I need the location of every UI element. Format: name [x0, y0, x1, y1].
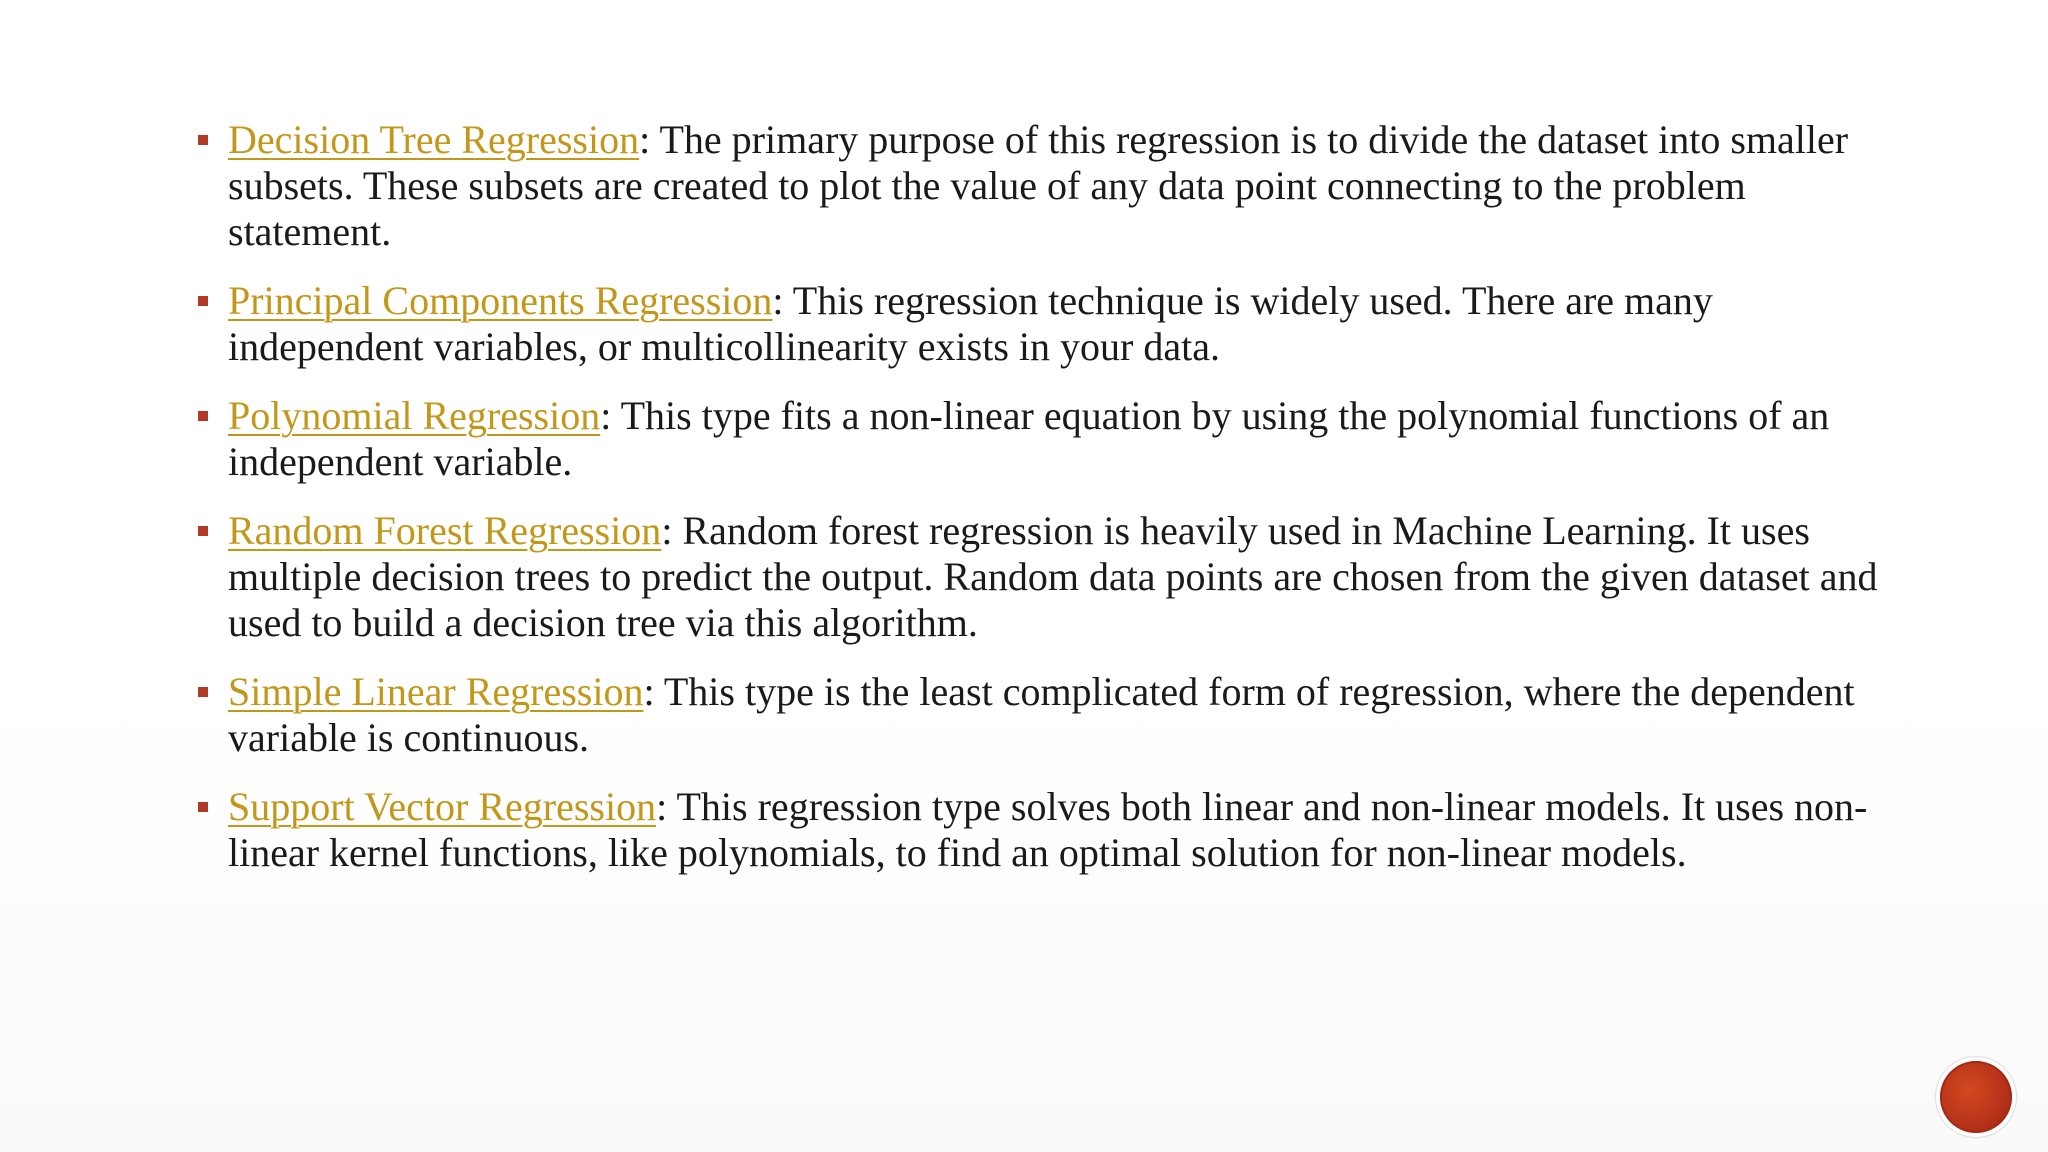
list-item-principal-components [196, 278, 1886, 370]
principal-components-description: : This regression technique is widely used. There are many independent variables, or multicollinearity exists in your data. [228, 278, 1713, 369]
square-bullet-icon [198, 526, 208, 536]
random-forest-regression-link[interactable]: Random Forest Regression [228, 508, 662, 553]
decision-tree-description: : The primary purpose of this regression is to divide the dataset into smaller subsets. These subsets are created to plot the value of any data point connecting to the problem statement. [228, 117, 1849, 254]
square-bullet-icon [198, 296, 208, 306]
random-forest-description: : Random forest regression is heavily used in Machine Learning. It uses multiple decision trees to predict the output. Random data points are chosen from the given dataset and used to build a decision tree via this algorithm. [228, 508, 1878, 645]
list-item-polynomial [196, 393, 1886, 485]
nav-button-fill [1940, 1061, 2012, 1133]
list-item-decision-tree [196, 117, 1886, 255]
square-bullet-icon [198, 687, 208, 697]
support-vector-description: : This regression type solves both linear and non-linear models. It uses non-linear kernel functions, like polynomials, to find an optimal solution for non-linear models. [228, 784, 1868, 875]
principal-components-regression-link[interactable]: Principal Components Regression [228, 278, 773, 323]
simple-linear-regression-link[interactable]: Simple Linear Regression [228, 669, 644, 714]
list-item-simple-linear [196, 669, 1886, 761]
decision-tree-regression-link[interactable]: Decision Tree Regression [228, 117, 640, 162]
list-item-support-vector [196, 784, 1886, 876]
square-bullet-icon [198, 135, 208, 145]
regression-types-list [196, 117, 1886, 899]
polynomial-regression-link[interactable]: Polynomial Regression [228, 393, 601, 438]
polynomial-description: : This type fits a non-linear equation by using the polynomial functions of an independent variable. [228, 393, 1830, 484]
square-bullet-icon [198, 802, 208, 812]
list-item-random-forest [196, 508, 1886, 646]
simple-linear-description: : This type is the least complicated form of regression, where the dependent variable is continuous. [228, 669, 1855, 760]
square-bullet-icon [198, 411, 208, 421]
circle-nav-button-icon[interactable] [1936, 1057, 2016, 1137]
support-vector-regression-link[interactable]: Support Vector Regression [228, 784, 657, 829]
